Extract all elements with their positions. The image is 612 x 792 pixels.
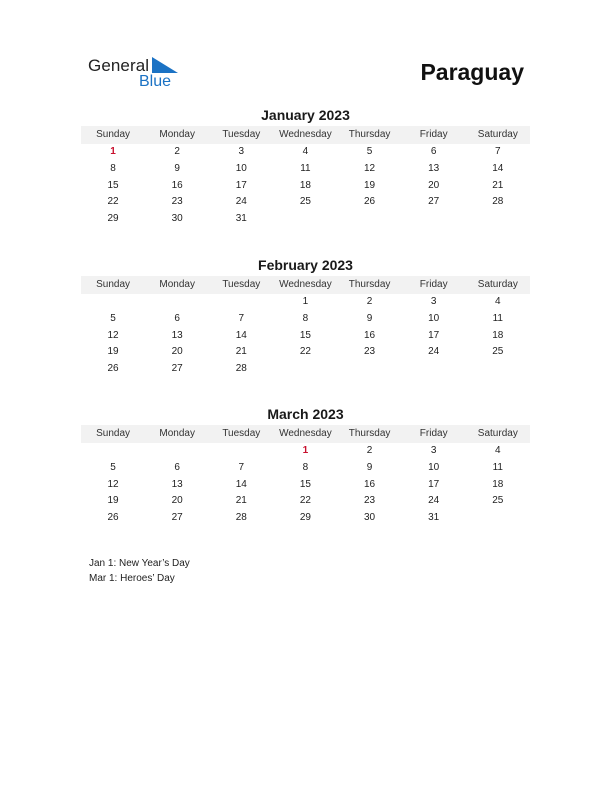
weekday-header: Saturday	[466, 276, 530, 294]
empty-day-cell	[81, 443, 145, 460]
day-cell: 29	[107, 213, 119, 225]
day-cell: 24	[428, 495, 440, 507]
day-cell: 23	[364, 495, 376, 507]
day-cell: 9	[366, 461, 373, 473]
day-cell: 8	[302, 312, 309, 324]
day-cell: 13	[171, 329, 183, 341]
day-cell: 17	[428, 329, 440, 341]
day-cell: 19	[107, 346, 119, 358]
day-cell: 12	[364, 162, 376, 174]
day-cell: 18	[492, 478, 504, 490]
day-cell: 10	[235, 162, 247, 174]
day-cell: 19	[107, 495, 119, 507]
day-cell: 18	[492, 329, 504, 341]
calendar-grid	[81, 276, 530, 378]
day-cell: 28	[492, 196, 504, 208]
day-cell: 16	[364, 478, 376, 490]
day-cell: 6	[430, 146, 437, 157]
day-cell: 14	[492, 162, 504, 174]
day-cell: 21	[235, 495, 247, 507]
day-cell: 14	[235, 329, 247, 341]
empty-day-cell	[402, 361, 466, 378]
day-cell: 23	[171, 196, 183, 208]
holiday-notes	[89, 556, 190, 586]
weekday-header: Wednesday	[273, 126, 337, 144]
month-title: January 2023	[261, 107, 350, 123]
weekday-header: Monday	[145, 276, 209, 294]
day-cell: 14	[235, 478, 247, 490]
day-cell: 10	[428, 461, 440, 473]
day-cell: 12	[107, 478, 119, 490]
day-cell: 8	[302, 461, 309, 473]
day-cell: 23	[364, 346, 376, 358]
day-cell: 18	[299, 179, 311, 191]
logo-text-general: General	[88, 56, 150, 75]
weekday-header: Friday	[402, 126, 466, 144]
weekday-header: Sunday	[81, 126, 145, 144]
weekday-header: Wednesday	[273, 276, 337, 294]
day-cell: 13	[428, 162, 440, 174]
empty-day-cell	[145, 294, 209, 311]
weekday-header: Friday	[402, 276, 466, 294]
holiday-day-cell: 1	[302, 445, 309, 456]
month-title: March 2023	[267, 406, 344, 422]
day-cell: 5	[366, 146, 373, 157]
day-cell: 7	[238, 312, 245, 324]
day-cell: 6	[174, 312, 180, 324]
month-march	[81, 405, 530, 527]
weekday-header: Sunday	[81, 425, 145, 443]
day-cell: 15	[107, 179, 119, 191]
weekday-header: Sunday	[81, 276, 145, 294]
day-cell: 27	[171, 512, 183, 524]
day-cell: 12	[107, 329, 119, 341]
day-cell: 1	[302, 296, 309, 307]
day-cell: 20	[171, 495, 183, 507]
day-cell: 5	[110, 461, 116, 473]
day-cell: 2	[174, 146, 180, 157]
day-cell: 24	[428, 346, 440, 358]
day-cell: 8	[110, 162, 116, 174]
day-cell: 4	[495, 445, 501, 456]
weekday-header: Thursday	[338, 276, 402, 294]
empty-day-cell	[338, 211, 402, 228]
weekday-header: Thursday	[338, 126, 402, 144]
day-cell: 20	[171, 346, 183, 358]
day-cell: 3	[430, 445, 437, 456]
weekday-header: Wednesday	[273, 425, 337, 443]
day-cell: 7	[238, 461, 245, 473]
empty-day-cell	[338, 361, 402, 378]
weekday-header: Tuesday	[209, 126, 273, 144]
logo-text-blue: Blue	[139, 73, 172, 90]
day-cell: 15	[299, 478, 311, 490]
day-cell: 26	[364, 196, 376, 208]
brand-logo	[88, 56, 188, 92]
day-cell: 19	[364, 179, 376, 191]
day-cell: 2	[366, 445, 373, 456]
day-cell: 25	[492, 495, 504, 507]
day-cell: 22	[107, 196, 119, 208]
holiday-day-cell: 1	[110, 146, 116, 157]
day-cell: 30	[364, 512, 376, 524]
day-cell: 6	[174, 461, 180, 473]
month-title: February 2023	[258, 257, 353, 273]
day-cell: 15	[299, 329, 311, 341]
empty-day-cell	[402, 211, 466, 228]
day-cell: 4	[302, 146, 309, 157]
holiday-note: Jan 1: New Year’s Day	[89, 558, 190, 569]
day-cell: 28	[235, 512, 247, 524]
day-cell: 3	[238, 146, 245, 157]
day-cell: 17	[235, 179, 247, 191]
day-cell: 3	[430, 296, 437, 307]
day-cell: 25	[299, 196, 311, 208]
weekday-header: Monday	[145, 425, 209, 443]
month-january	[81, 106, 530, 228]
day-cell: 11	[492, 461, 503, 473]
calendar-grid	[81, 126, 530, 228]
holiday-note: Mar 1: Heroes’ Day	[89, 573, 175, 584]
day-cell: 26	[107, 363, 119, 375]
day-cell: 4	[495, 296, 501, 307]
day-cell: 9	[366, 312, 373, 324]
day-cell: 30	[171, 213, 183, 225]
day-cell: 26	[107, 512, 119, 524]
day-cell: 29	[299, 512, 311, 524]
day-cell: 22	[299, 346, 311, 358]
month-february	[81, 256, 530, 378]
weekday-header: Saturday	[466, 126, 530, 144]
weekday-header: Tuesday	[209, 276, 273, 294]
empty-day-cell	[81, 294, 145, 311]
weekday-header: Friday	[402, 425, 466, 443]
day-cell: 11	[300, 162, 311, 174]
day-cell: 13	[171, 478, 183, 490]
day-cell: 16	[171, 179, 183, 191]
weekday-header: Saturday	[466, 425, 530, 443]
calendar-grid	[81, 425, 530, 527]
day-cell: 25	[492, 346, 504, 358]
day-cell: 2	[366, 296, 373, 307]
empty-day-cell	[273, 361, 337, 378]
day-cell: 21	[235, 346, 247, 358]
day-cell: 17	[428, 478, 440, 490]
day-cell: 27	[171, 363, 183, 375]
day-cell: 7	[495, 146, 501, 157]
day-cell: 31	[428, 512, 440, 524]
empty-day-cell	[209, 443, 273, 460]
logo-triangle-icon	[152, 57, 178, 73]
empty-day-cell	[466, 510, 530, 527]
day-cell: 5	[110, 312, 116, 324]
day-cell: 27	[428, 196, 440, 208]
day-cell: 11	[492, 312, 503, 324]
empty-day-cell	[273, 211, 337, 228]
weekday-header: Thursday	[338, 425, 402, 443]
day-cell: 28	[235, 363, 247, 375]
empty-day-cell	[466, 211, 530, 228]
day-cell: 16	[364, 329, 376, 341]
day-cell: 24	[235, 196, 247, 208]
weekday-header: Monday	[145, 126, 209, 144]
weekday-header: Tuesday	[209, 425, 273, 443]
country-title: Paraguay	[420, 59, 524, 85]
day-cell: 20	[428, 179, 440, 191]
day-cell: 22	[299, 495, 311, 507]
day-cell: 9	[174, 162, 180, 174]
day-cell: 21	[492, 179, 504, 191]
day-cell: 31	[235, 213, 247, 225]
empty-day-cell	[466, 361, 530, 378]
empty-day-cell	[145, 443, 209, 460]
day-cell: 10	[428, 312, 440, 324]
empty-day-cell	[209, 294, 273, 311]
